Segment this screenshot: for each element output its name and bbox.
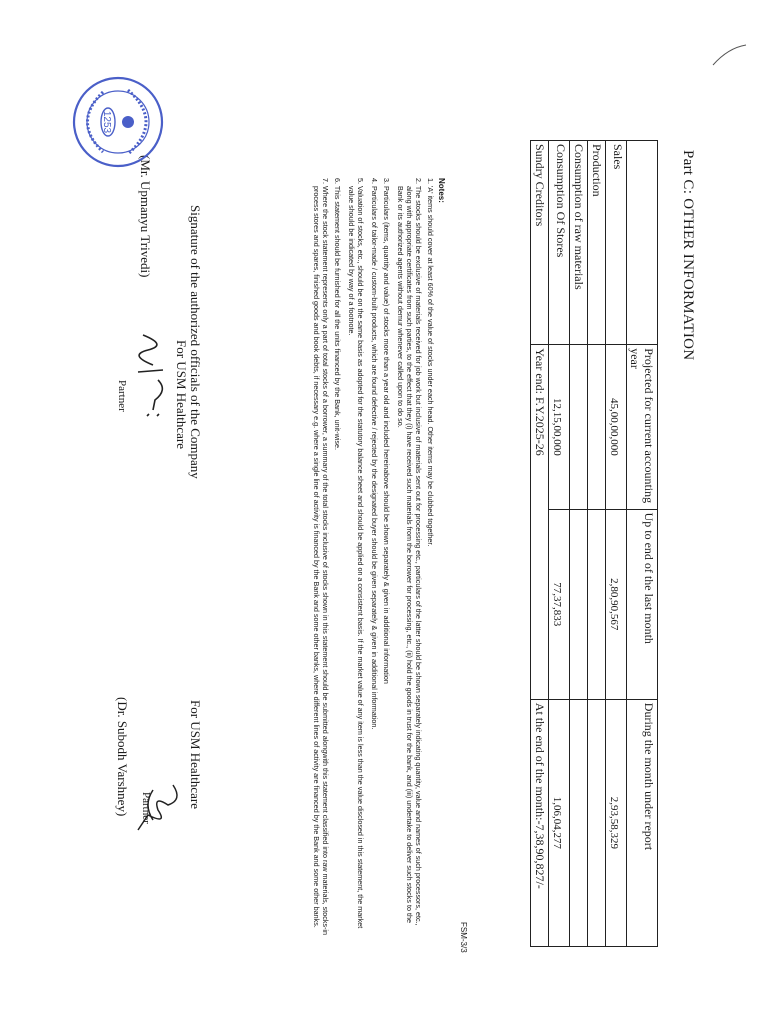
corner-scribble xyxy=(708,40,748,70)
note-item: 6. This statement should be furnished for all the units financed by the Bank, unit-wise. xyxy=(333,178,342,450)
header-cell-upto-last-month: Up to end of the last month xyxy=(627,509,658,699)
signature-caption: Signature of the authorized officials of the Company xyxy=(188,205,203,479)
cell-upto-last-month: 2,80,90,567 xyxy=(606,509,627,699)
cell-during-month: 2,93,58,329 xyxy=(606,699,627,946)
signature-block-right xyxy=(187,700,203,809)
note-item: 2. The stocks should be exclusive of materials received for job work but inclusive of materials sent out for processing etc., particulars of the latter should be shown separately indicating quantity, value and names of such processors, etc., along with appropriate certificates from such parties, to the effect that they (i) have received such materials from the borrower for processing, etc., (ii) hold the goods in trust for the bank, and (iii) undertake to deliver such stocks to the Bank or its authorized agents without demur whenever called upon to do so. xyxy=(396,178,423,926)
cell-year-end: Year end: F.Y.2025-26 xyxy=(531,345,549,700)
cell-during-month: 1,06,04,277 xyxy=(549,699,570,946)
row-label: Sales xyxy=(606,141,627,345)
handwritten-signature-left xyxy=(133,330,173,420)
row-label: Production xyxy=(588,141,606,345)
note-item: 7. Where the stock statement represents only a part of total stocks of a borrower, a summary of the total stocks inclusive of stocks shown in this statement should be submitted alongwith this statement classified into raw materials, stocks-in process stores and spares, finished goods and book debts, if necessary e.g. where a single line of activity is financed by the Bank and some other banks, where different lines of activity are financed by the Bank and some other banks. xyxy=(312,178,330,936)
signature-company: For USM Healthcare xyxy=(174,340,189,450)
partner-label-left: Partner xyxy=(116,380,128,412)
cell-projected: 12,15,00,000 xyxy=(549,345,570,509)
partner-label-right: Partner xyxy=(140,792,152,824)
signatory-name-left: (Mr. Upmanyu Trivedi) xyxy=(138,155,153,278)
cell-upto-last-month xyxy=(588,509,606,699)
cell-upto-last-month: 77,37,833 xyxy=(549,509,570,699)
table-row xyxy=(549,141,570,947)
cell-projected xyxy=(588,345,606,509)
cell-month-end: At the end of the month:-7,38,90,827/- xyxy=(531,699,549,946)
company-seal-stamp xyxy=(68,72,168,172)
form-code: FSM-3/3 xyxy=(459,922,468,953)
cell-during-month xyxy=(588,699,606,946)
note-item: 3. Particulars (items, quantity and value) of stocks more than a year old and included hereinabove should be shown separately & given in additional information xyxy=(382,178,391,684)
note-item: 1. 'A' items should cover at least 60% of the value of stocks under each head. Other items may be clubbed together. xyxy=(426,178,435,547)
header-cell-projected: Projected for current accounting year xyxy=(627,345,658,509)
row-label: Consumption Of Stores xyxy=(549,141,570,345)
part-title: Part C: OTHER INFORMATION xyxy=(680,150,696,361)
note-item: 4. Particulars of tailor-made / custom-built products, which are found defective / rejected by the designated buyer should be given separately & given in additional information. xyxy=(370,178,379,730)
table-header-row xyxy=(627,141,658,947)
signature-company: For USM Healthcare xyxy=(188,700,203,810)
header-cell-label xyxy=(627,141,658,345)
signatory-name-right: (Dr. Subodh Varshney) xyxy=(115,697,130,817)
header-cell-during-month: During the month under report xyxy=(627,699,658,946)
table-row xyxy=(531,141,549,947)
notes-section xyxy=(309,178,446,938)
signature-block-left xyxy=(173,205,203,479)
table-row xyxy=(606,141,627,947)
note-item: 5. Valuation of stocks, etc., should be on the same basis as adopted for the statutory balance sheet and should be applied on a consistent basis. If the market value of any item is less than the value disclosed in this statement, the market value should be indicated by way of a footnote. xyxy=(347,178,365,929)
row-label: Sundry Creditors xyxy=(531,141,549,345)
other-information-table xyxy=(530,140,658,947)
seal-number: 1253 xyxy=(101,110,112,134)
notes-title: Notes: xyxy=(437,178,446,203)
table-row xyxy=(570,141,588,947)
row-label: Consumption of raw materials xyxy=(570,141,588,345)
cell-projected xyxy=(570,345,588,509)
cell-projected: 45,00,00,000 xyxy=(606,345,627,509)
cell-during-month xyxy=(570,699,588,946)
cell-upto-last-month xyxy=(570,509,588,699)
table-row xyxy=(588,141,606,947)
